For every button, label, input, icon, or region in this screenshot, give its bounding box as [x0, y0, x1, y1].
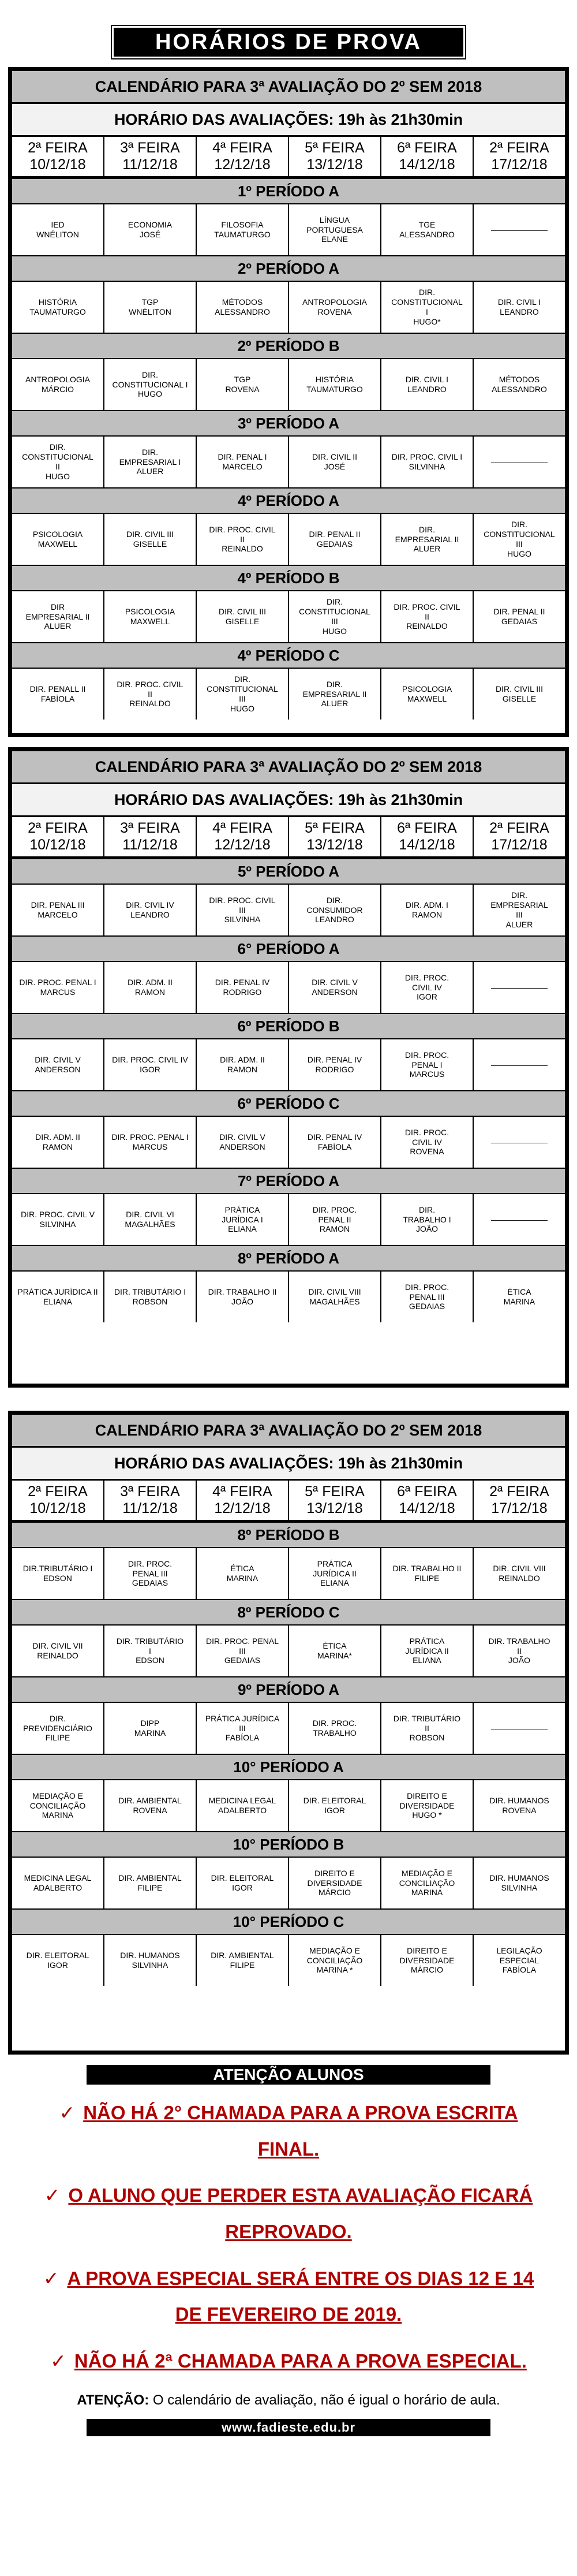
exam-cell: ANTROPOLOGIA ROVENA	[289, 282, 381, 333]
exam-cell: MÉTODOS ALESSANDRO	[492, 375, 547, 394]
exam-cell: DIR. PROC. PENAL III GEDAIAS	[381, 1272, 474, 1322]
exam-cell: DIR. CIVIL V ANDERSON	[197, 1117, 289, 1168]
exam-row	[12, 282, 565, 333]
period-title: 8º PERÍODO C	[12, 1599, 565, 1626]
period-title: 2º PERÍODO B	[12, 333, 565, 359]
exam-row	[12, 1117, 565, 1168]
day-date: 12/12/18	[214, 156, 271, 173]
day-header-row	[12, 137, 565, 178]
exam-cell: HISTÓRIA TAUMATURGO	[12, 282, 104, 333]
exam-cell: DIR. CIVIL IV LEANDRO	[104, 885, 197, 935]
day-header-row	[12, 817, 565, 858]
day-name: 3ª FEIRA	[120, 140, 180, 156]
exam-cell: DIR. PENALL II FABÍOLA	[12, 669, 104, 720]
schedule-block	[8, 67, 569, 737]
notice-item-text: NÃO HÁ 2° CHAMADA PARA A PROVA ESCRITA FINAL.	[83, 2102, 518, 2160]
notice-item	[40, 2178, 537, 2250]
exam-row	[12, 1626, 565, 1676]
exam-row	[12, 1548, 565, 1599]
exam-cell: DIR. PROC. PENAL II RAMON	[289, 1194, 381, 1245]
day-date: 10/12/18	[29, 837, 86, 853]
exam-cell: DIR. PENAL II GEDAIAS	[493, 607, 545, 626]
day-header	[474, 1481, 565, 1520]
exam-cell: DIR. AMBIENTAL ROVENA	[104, 1780, 197, 1831]
period-title: 3º PERÍODO A	[12, 410, 565, 437]
exam-row	[12, 1858, 565, 1908]
day-name: 5ª FEIRA	[305, 1483, 365, 1500]
period-title: 4º PERÍODO B	[12, 565, 565, 591]
exam-cell: ———————	[491, 1214, 548, 1224]
exam-cell: DIR. TRABALHO I JOÃO	[381, 1194, 474, 1245]
day-header	[12, 1481, 104, 1520]
exam-row	[12, 514, 565, 565]
day-header	[289, 1481, 381, 1520]
exam-row	[12, 669, 565, 720]
hours-text: HORÁRIO DAS AVALIAÇÕES: 19h às 21h30min	[12, 1448, 565, 1481]
exam-cell: MÉTODOS ALESSANDRO	[197, 282, 289, 333]
notice-item-text: A PROVA ESPECIAL SERÁ ENTRE OS DIAS 12 E 14 DE FEVEREIRO DE 2019.	[67, 2267, 534, 2325]
exam-cell: ÉTICA MARINA	[503, 1287, 535, 1306]
hours-text: HORÁRIO DAS AVALIAÇÕES: 19h às 21h30min	[12, 784, 565, 817]
exam-cell: ———————	[491, 225, 548, 234]
exam-cell: DIR. HUMANOS SILVINHA	[489, 1873, 549, 1892]
schedule-block	[8, 747, 569, 1388]
check-icon: ✓	[59, 2101, 76, 2124]
exam-cell: TGE ALESSANDRO	[381, 204, 474, 255]
exam-row	[12, 437, 565, 487]
day-header-row	[12, 1481, 565, 1522]
exam-cell: DIREITO E DIVERSIDADE HUGO *	[381, 1780, 474, 1831]
exam-cell: DIR. PROC. PENAL III GEDAIAS	[197, 1626, 289, 1676]
exam-cell: ÉTICA MARINA*	[289, 1626, 381, 1676]
exam-cell: DIR. CIVIL V ANDERSON	[12, 1039, 104, 1090]
exam-cell: DIR. CIVIL I LEANDRO	[497, 297, 541, 316]
period-title: 2º PERÍODO A	[12, 255, 565, 282]
exam-cell: DIR. PROC. CIVIL V SILVINHA	[12, 1194, 104, 1245]
exam-cell: DIR. PENAL IV FABÍOLA	[289, 1117, 381, 1168]
exam-cell: DIR. AMBIENTAL FILIPE	[197, 1935, 289, 1986]
day-name: 4ª FEIRA	[212, 820, 272, 837]
exam-cell: DIR. ADM. II RAMON	[197, 1039, 289, 1090]
period-title: 8º PERÍODO B	[12, 1522, 565, 1548]
day-name: 2ª FEIRA	[28, 140, 88, 156]
day-name: 5ª FEIRA	[305, 820, 365, 837]
period-title: 6° PERÍODO A	[12, 935, 565, 962]
day-date: 12/12/18	[214, 837, 271, 853]
exam-cell: DIR. PROC. CIVIL II REINALDO	[104, 669, 197, 720]
exam-cell: DIR. CONSTITUCIONAL III HUGO	[197, 669, 289, 720]
notice-item-text: NÃO HÁ 2ª CHAMADA PARA A PROVA ESPECIAL.	[74, 2350, 527, 2372]
exam-cell: DIR. PROC. PENAL III GEDAIAS	[104, 1548, 197, 1599]
exam-cell: DIR. CIVIL III GISELLE	[104, 514, 197, 565]
exam-row	[12, 359, 565, 410]
day-header	[104, 817, 197, 856]
day-name: 6ª FEIRA	[397, 1483, 457, 1500]
notice-list	[40, 2095, 537, 2380]
exam-cell: DIR. CIVIL VI MAGALHÃES	[104, 1194, 197, 1245]
exam-cell: MEDICINA LEGAL ADALBERTO	[197, 1780, 289, 1831]
day-name: 2ª FEIRA	[489, 140, 549, 156]
footer-url[interactable]: www.fadieste.edu.br	[221, 2420, 356, 2435]
attention-note	[0, 2392, 577, 2409]
exam-row	[12, 1272, 565, 1322]
exam-cell: DIR. PROC. CIVIL II REINALDO	[381, 591, 474, 642]
exam-row	[12, 1039, 565, 1090]
exam-row	[12, 1194, 565, 1245]
day-name: 5ª FEIRA	[305, 140, 365, 156]
period-title: 9º PERÍODO A	[12, 1676, 565, 1703]
exam-cell: DIR. CONSTITUCIONAL III HUGO	[289, 591, 381, 642]
day-name: 6ª FEIRA	[397, 140, 457, 156]
day-name: 3ª FEIRA	[120, 820, 180, 837]
day-header	[197, 817, 289, 856]
exam-cell: PRÁTICA JURÍDICA II ELIANA	[12, 1272, 104, 1322]
exam-cell: PSICOLOGIA MAXWELL	[381, 669, 474, 720]
exam-cell: DIR. ELEITORAL IGOR	[289, 1780, 381, 1831]
day-date: 14/12/18	[399, 156, 455, 173]
exam-row	[12, 962, 565, 1013]
exam-cell: LEGILAÇÃO ESPECIAL FABÍOLA	[496, 1945, 542, 1975]
exam-cell: DIR. CIVIL I LEANDRO	[381, 359, 474, 410]
exam-cell: DIR. CONSTITUCIONAL II HUGO	[12, 437, 104, 487]
exam-row	[12, 1703, 565, 1754]
exam-cell: ANTROPOLOGIA MÁRCIO	[12, 359, 104, 410]
exam-cell: DIR. PROC. CIVIL IV IGOR	[104, 1039, 197, 1090]
day-header	[197, 137, 289, 176]
day-name: 6ª FEIRA	[397, 820, 457, 837]
day-name: 2ª FEIRA	[28, 820, 88, 837]
calendar-title: CALENDÁRIO PARA 3ª AVALIAÇÃO DO 2º SEM 2018	[12, 751, 565, 784]
day-header	[104, 1481, 197, 1520]
exam-cell: DIR.TRIBUTÁRIO I EDSON	[12, 1548, 104, 1599]
day-name: 2ª FEIRA	[489, 1483, 549, 1500]
day-date: 17/12/18	[491, 837, 548, 853]
day-header	[381, 137, 474, 176]
day-date: 17/12/18	[491, 156, 548, 173]
day-header	[289, 137, 381, 176]
exam-cell: ———————	[491, 457, 548, 467]
period-title: 5º PERÍODO A	[12, 858, 565, 885]
exam-cell: DIR. CIVIL III GISELLE	[197, 591, 289, 642]
exam-row	[12, 1780, 565, 1831]
exam-cell: FILOSOFIA TAUMATURGO	[197, 204, 289, 255]
exam-cell: DIR. PROC. PENAL I MARCUS	[381, 1039, 474, 1090]
day-date: 11/12/18	[122, 1500, 178, 1516]
exam-cell: DIR. ELEITORAL IGOR	[197, 1858, 289, 1908]
check-icon: ✓	[43, 2266, 59, 2290]
period-title: 6º PERÍODO C	[12, 1090, 565, 1117]
exam-cell: DIR. CIVIL III GISELLE	[496, 684, 543, 703]
exam-cell: ———————	[491, 1060, 548, 1069]
page-title: HORÁRIOS DE PROVA	[155, 29, 422, 54]
day-date: 13/12/18	[306, 837, 363, 853]
exam-cell: DIR. TRIBUTÁRIO II ROBSON	[381, 1703, 474, 1754]
exam-cell: DIR. PROC. TRABALHO	[289, 1703, 381, 1754]
exam-cell: DIR. HUMANOS ROVENA	[489, 1796, 549, 1815]
day-date: 14/12/18	[399, 1500, 455, 1516]
exam-cell: DIR. CIVIL VIII MAGALHÃES	[289, 1272, 381, 1322]
schedule-blocks	[0, 67, 577, 2055]
calendar-title: CALENDÁRIO PARA 3ª AVALIAÇÃO DO 2º SEM 2018	[12, 71, 565, 104]
period-title: 6º PERÍODO B	[12, 1013, 565, 1039]
day-date: 12/12/18	[214, 1500, 271, 1516]
exam-cell: DIR. CIVIL V ANDERSON	[289, 962, 381, 1013]
exam-row	[12, 1935, 565, 1986]
exam-row	[12, 885, 565, 935]
exam-cell: DIR. EMPRESARIAL III ALUER	[490, 890, 548, 929]
day-name: 2ª FEIRA	[28, 1483, 88, 1500]
attention-text: O calendário de avaliação, não é igual o horário de aula.	[149, 2392, 500, 2408]
day-date: 14/12/18	[399, 837, 455, 853]
exam-cell: PSICOLOGIA MAXWELL	[12, 514, 104, 565]
day-header	[197, 1481, 289, 1520]
exam-cell: DIR. CONSTITUCIONAL III HUGO	[484, 520, 555, 558]
exam-cell: DIR. PENAL I MARCELO	[197, 437, 289, 487]
exam-cell: ———————	[491, 982, 548, 992]
exam-cell: DIR. PROC. CIVIL I SILVINHA	[381, 437, 474, 487]
header-banner	[114, 28, 463, 57]
exam-cell: DIREITO E DIVERSIDADE MÁRCIO	[381, 1935, 474, 1986]
period-title: 4º PERÍODO C	[12, 642, 565, 669]
exam-cell: DIR. PENAL IV RODRIGO	[197, 962, 289, 1013]
period-title: 4º PERÍODO A	[12, 487, 565, 514]
exam-cell: DIR. TRIBUTÁRIO I ROBSON	[104, 1272, 197, 1322]
period-title: 1º PERÍODO A	[12, 178, 565, 204]
exam-cell: ———————	[491, 1723, 548, 1733]
exam-cell: DIR EMPRESARIAL II ALUER	[12, 591, 104, 642]
period-title: 10° PERÍODO A	[12, 1754, 565, 1780]
notice-item	[40, 2095, 537, 2167]
day-date: 11/12/18	[122, 837, 178, 853]
check-icon: ✓	[44, 2184, 61, 2207]
exam-cell: TGP WNÉLITON	[104, 282, 197, 333]
exam-cell: HISTÓRIA TAUMATURGO	[289, 359, 381, 410]
exam-cell: DIR. EMPRESARIAL II ALUER	[381, 514, 474, 565]
exam-cell: DIR. EMPRESARIAL I ALUER	[104, 437, 197, 487]
exam-cell: DIR. TRABALHO II FILIPE	[381, 1548, 474, 1599]
exam-cell: DIR. TRIBUTÁRIO I EDSON	[104, 1626, 197, 1676]
notice-item	[40, 2261, 537, 2333]
exam-cell: PSICOLOGIA MAXWELL	[104, 591, 197, 642]
exam-cell: DIR. EMPRESARIAL II ALUER	[289, 669, 381, 720]
day-header	[104, 137, 197, 176]
exam-cell: MEDIAÇÃO E CONCILIAÇÃO MARINA *	[289, 1935, 381, 1986]
day-date: 10/12/18	[29, 1500, 86, 1516]
day-header	[474, 817, 565, 856]
exam-cell: DIR. TRABALHO II JOÃO	[488, 1636, 550, 1665]
day-header	[12, 817, 104, 856]
exam-cell: PRÁTICA JURÍDICA II ELIANA	[289, 1548, 381, 1599]
exam-cell: DIR. ADM. II RAMON	[12, 1117, 104, 1168]
day-name: 2ª FEIRA	[489, 820, 549, 837]
exam-cell: DIR. TRABALHO II JOÃO	[197, 1272, 289, 1322]
notice-item-text: O ALUNO QUE PERDER ESTA AVALIAÇÃO FICARÁ REPROVADO.	[68, 2184, 533, 2243]
notice-banner	[87, 2065, 490, 2085]
exam-cell: TGP ROVENA	[197, 359, 289, 410]
day-date: 11/12/18	[122, 156, 178, 173]
exam-cell: DIR. CIVIL VIII REINALDO	[493, 1564, 546, 1583]
check-icon: ✓	[50, 2350, 66, 2373]
schedule-block	[8, 1411, 569, 2055]
exam-cell: DIR. ADM. I RAMON	[381, 885, 474, 935]
day-header	[12, 137, 104, 176]
exam-cell: ECONOMIA JOSÉ	[104, 204, 197, 255]
period-title: 10° PERÍODO B	[12, 1831, 565, 1858]
exam-cell: DIR. CIVIL VII REINALDO	[12, 1626, 104, 1676]
exam-cell: PRÁTICA JURÍDICA II ELIANA	[381, 1626, 474, 1676]
notice-title: ATENÇÃO ALUNOS	[213, 2066, 364, 2083]
exam-cell: DIR. CONSUMIDOR LEANDRO	[289, 885, 381, 935]
exam-cell: ÉTICA MARINA	[197, 1548, 289, 1599]
page	[0, 28, 577, 2436]
exam-cell: DIR. ELEITORAL IGOR	[12, 1935, 104, 1986]
exam-row	[12, 204, 565, 255]
notice-item	[40, 2343, 537, 2380]
exam-cell: DIPP MARINA	[104, 1703, 197, 1754]
day-name: 3ª FEIRA	[120, 1483, 180, 1500]
exam-cell: DIR. PROC. CIVIL IV ROVENA	[381, 1117, 474, 1168]
footer-banner	[87, 2419, 490, 2436]
exam-cell: DIR. PROC. CIVIL III SILVINHA	[197, 885, 289, 935]
day-header	[381, 1481, 474, 1520]
exam-cell: DIREITO E DIVERSIDADE MÁRCIO	[289, 1858, 381, 1908]
day-date: 13/12/18	[306, 1500, 363, 1516]
day-date: 10/12/18	[29, 156, 86, 173]
exam-cell: PRÁTICA JURÍDICA I ELIANA	[197, 1194, 289, 1245]
exam-cell: DIR. HUMANOS SILVINHA	[104, 1935, 197, 1986]
exam-cell: PRÁTICA JURÍDICA III FABÍOLA	[197, 1703, 289, 1754]
exam-cell: DIR. PROC. CIVIL II REINALDO	[197, 514, 289, 565]
exam-cell: DIR. PROC. PENAL I MARCUS	[12, 962, 104, 1013]
exam-cell: DIR. ADM. II RAMON	[104, 962, 197, 1013]
exam-cell: DIR. CONSTITUCIONAL I HUGO	[104, 359, 197, 410]
exam-cell: DIR. CIVIL II JOSÉ	[289, 437, 381, 487]
day-name: 4ª FEIRA	[212, 140, 272, 156]
exam-cell: DIR. PENAL II GEDAIAS	[289, 514, 381, 565]
exam-cell: DIR. PROC. CIVIL IV IGOR	[381, 962, 474, 1013]
period-title: 7º PERÍODO A	[12, 1168, 565, 1194]
calendar-title: CALENDÁRIO PARA 3ª AVALIAÇÃO DO 2º SEM 2018	[12, 1415, 565, 1448]
day-header	[289, 817, 381, 856]
day-header	[381, 817, 474, 856]
exam-cell: MEDIAÇÃO E CONCILIAÇÃO MARINA	[12, 1780, 104, 1831]
exam-cell: MEDIAÇÃO E CONCILIAÇÃO MARINA	[381, 1858, 474, 1908]
day-name: 4ª FEIRA	[212, 1483, 272, 1500]
day-date: 13/12/18	[306, 156, 363, 173]
exam-cell: DIR. PREVIDENCIÁRIO FILIPE	[12, 1703, 104, 1754]
hours-text: HORÁRIO DAS AVALIAÇÕES: 19h às 21h30min	[12, 104, 565, 137]
exam-cell: ———————	[491, 1137, 548, 1147]
exam-cell: MEDICINA LEGAL ADALBERTO	[12, 1858, 104, 1908]
exam-cell: DIR. PENAL III MARCELO	[12, 885, 104, 935]
exam-cell: LÍNGUA PORTUGUESA ELANE	[289, 204, 381, 255]
period-title: 8º PERÍODO A	[12, 1245, 565, 1272]
exam-cell: DIR. AMBIENTAL FILIPE	[104, 1858, 197, 1908]
exam-row	[12, 591, 565, 642]
exam-cell: DIR. PROC. PENAL I MARCUS	[104, 1117, 197, 1168]
exam-cell: IED WNÉLITON	[12, 204, 104, 255]
exam-cell: DIR. CONSTITUCIONAL I HUGO*	[381, 282, 474, 333]
period-title: 10° PERÍODO C	[12, 1908, 565, 1935]
exam-cell: DIR. PENAL IV RODRIGO	[289, 1039, 381, 1090]
attention-label: ATENÇÃO:	[77, 2392, 149, 2408]
day-date: 17/12/18	[491, 1500, 548, 1516]
day-header	[474, 137, 565, 176]
